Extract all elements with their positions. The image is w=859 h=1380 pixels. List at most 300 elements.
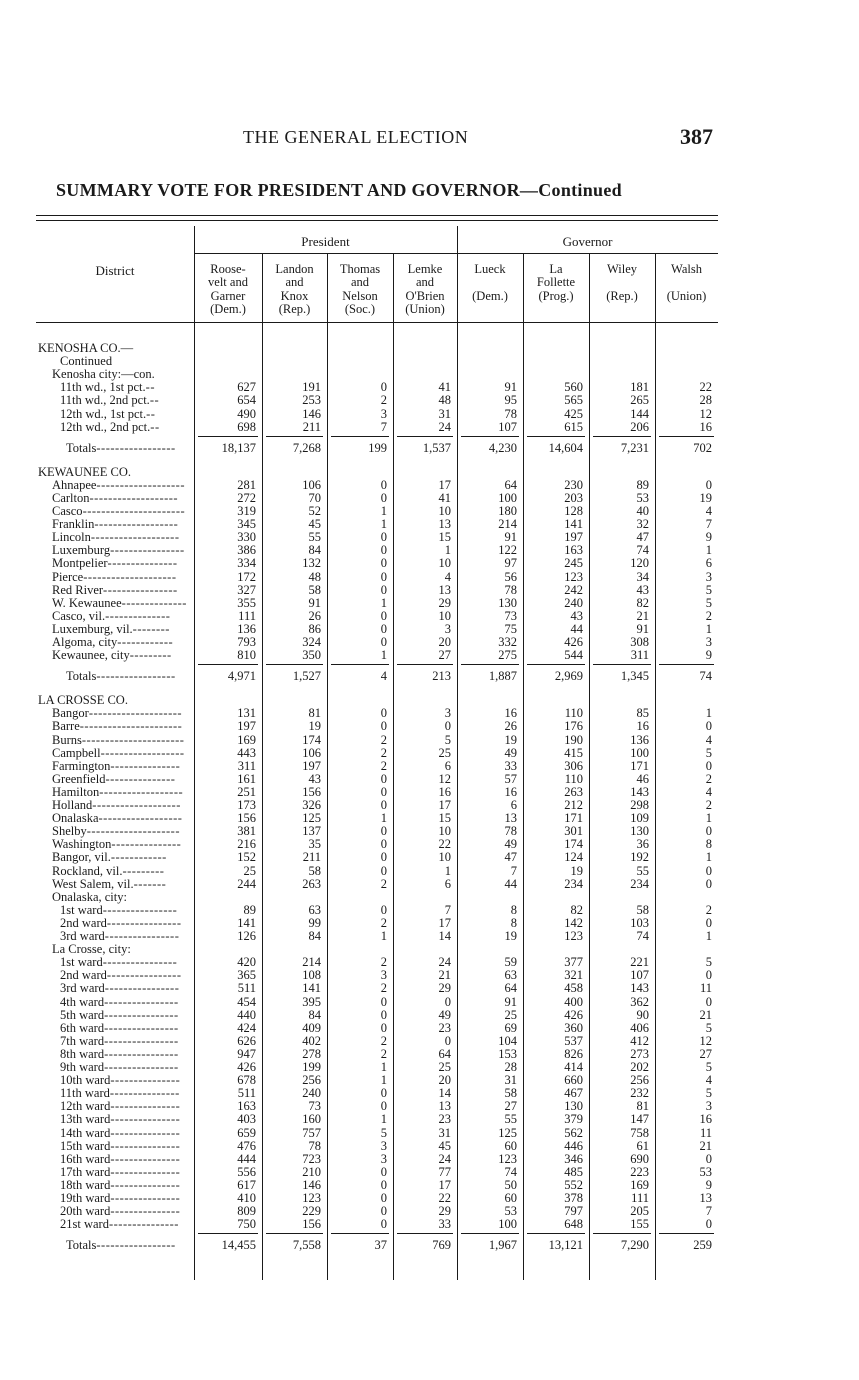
vote-cell: 16 <box>699 419 712 434</box>
vote-cell: 29 <box>438 1204 451 1219</box>
vote-cell: 132 <box>302 556 321 571</box>
vote-cell: 5 <box>444 732 451 747</box>
vote-cell: 6 <box>444 876 451 891</box>
vote-cell: 0 <box>380 530 387 545</box>
vote-cell: 9 <box>705 648 712 663</box>
district-label: KENOSHA CO.— <box>38 341 134 355</box>
vote-cell: 263 <box>564 784 583 799</box>
vote-cell: 552 <box>564 1177 583 1192</box>
vote-cell: 111 <box>238 608 256 623</box>
vote-cell: 1 <box>705 929 712 943</box>
district-label: 15th ward--------------- <box>60 1138 181 1153</box>
district-label: 11th wd., 2nd pct.-- <box>60 393 160 408</box>
vote-cell: 0 <box>380 784 387 799</box>
district-label: 16th ward--------------- <box>60 1151 181 1166</box>
vote-cell: 21 <box>699 1138 712 1153</box>
vote-cell: 327 <box>237 582 256 597</box>
leader-dots: ---------------------- <box>82 504 186 518</box>
table-row <box>36 421 718 434</box>
vote-cell: 0 <box>380 719 387 734</box>
leader-dots: -- <box>145 380 155 395</box>
vote-cell: 73 <box>308 1099 321 1114</box>
vote-cell: 85 <box>636 706 649 721</box>
vote-cell: 444 <box>237 1151 256 1166</box>
leader-dots: ---------------- <box>103 582 178 597</box>
table-row <box>36 812 718 825</box>
vote-cell: 12 <box>438 771 451 786</box>
vote-cell: 91 <box>504 994 517 1009</box>
vote-cell: 172 <box>237 569 256 584</box>
district-label: Montpelier--------------- <box>52 556 178 571</box>
table-row <box>36 1113 718 1126</box>
vote-cell: 17 <box>438 915 451 930</box>
vote-cell: 123 <box>302 1191 321 1205</box>
vote-cell: 90 <box>636 1007 649 1022</box>
vote-cell: 402 <box>302 1033 321 1048</box>
district-label: Onalaska------------------ <box>52 811 183 826</box>
district-label: La Crosse, city: <box>52 942 131 957</box>
vote-cell: 47 <box>504 850 517 865</box>
vote-cell: 111 <box>631 1191 649 1205</box>
vote-cell: 3 <box>444 706 451 721</box>
vote-cell: 214 <box>498 517 517 532</box>
vote-cell: 128 <box>564 504 583 518</box>
vote-cell: 28 <box>504 1060 517 1074</box>
vote-cell: 2 <box>705 902 712 917</box>
table-row <box>36 1035 718 1048</box>
district-label: Luxemburg---------------- <box>52 543 185 558</box>
table-row <box>36 531 718 544</box>
vote-cell: 7,558 <box>292 1238 321 1253</box>
vote-cell: 26 <box>308 608 321 623</box>
vote-cell: 82 <box>636 595 649 610</box>
vote-cell: 1 <box>380 811 387 826</box>
vote-cell: 55 <box>504 1112 517 1127</box>
vote-cell: 0 <box>380 863 387 878</box>
vote-cell: 163 <box>564 543 583 558</box>
leader-dots: ---------------- <box>102 955 178 970</box>
table-row <box>36 930 718 943</box>
vote-cell: 259 <box>693 1238 712 1253</box>
vote-cell: 81 <box>308 706 321 721</box>
vote-cell: 326 <box>302 798 321 812</box>
district-label: Casco---------------------- <box>52 504 186 518</box>
leader-dots: --------------- <box>105 771 176 786</box>
vote-cell: 627 <box>237 380 256 395</box>
table-row <box>36 466 718 479</box>
leader-dots: ------------ <box>110 850 167 865</box>
district-label: 19th ward--------------- <box>60 1191 181 1205</box>
district-label: 12th wd., 1st pct.-- <box>60 406 156 421</box>
vote-cell: 7 <box>705 1204 712 1219</box>
table-row <box>36 557 718 570</box>
district-label: W. Kewaunee-------------- <box>52 595 187 610</box>
vote-cell: 78 <box>308 1138 321 1153</box>
vote-cell: 3 <box>444 621 451 636</box>
vote-cell: 565 <box>564 393 583 408</box>
vote-cell: 206 <box>630 419 649 434</box>
district-label: Bangor-------------------- <box>52 706 183 721</box>
vote-cell: 8 <box>510 915 517 930</box>
table-row <box>36 707 718 720</box>
leader-dots: --------------- <box>110 1099 181 1114</box>
vote-cell: 91 <box>504 530 517 545</box>
district-label: 2nd ward---------------- <box>60 968 182 983</box>
vote-cell: 26 <box>504 719 517 734</box>
vote-cell: 4 <box>705 1073 712 1088</box>
vote-cell: 0 <box>380 1204 387 1219</box>
vote-cell: 141 <box>564 517 583 532</box>
district-label: 17th ward--------------- <box>60 1164 181 1179</box>
vote-cell: 0 <box>380 621 387 636</box>
vote-cell: 7,268 <box>292 440 321 455</box>
totals-rule <box>461 1233 519 1234</box>
leader-dots: --------------- <box>110 1204 181 1219</box>
totals-rule <box>527 436 585 437</box>
district-label: 3rd ward---------------- <box>60 929 180 943</box>
table-row <box>36 799 718 812</box>
vote-cell: 13 <box>438 1099 451 1114</box>
vote-cell: 155 <box>630 1217 649 1232</box>
totals-rule <box>659 436 714 437</box>
district-label: Red River---------------- <box>52 582 178 597</box>
vote-cell: 61 <box>636 1138 649 1153</box>
vote-cell: 467 <box>564 1086 583 1101</box>
vote-cell: 0 <box>380 582 387 597</box>
vote-cell: 171 <box>630 758 649 773</box>
vote-cell: 2 <box>380 981 387 996</box>
totals-rule <box>659 664 714 665</box>
vote-cell: 3 <box>380 406 387 421</box>
vote-cell: 5 <box>705 955 712 970</box>
vote-cell: 324 <box>302 635 321 649</box>
vote-cell: 56 <box>504 569 517 584</box>
vote-cell: 13 <box>438 582 451 597</box>
district-label: Continued <box>60 354 113 369</box>
totals-rule <box>593 1233 651 1234</box>
vote-cell: 810 <box>237 648 256 663</box>
vote-cell: 0 <box>380 1177 387 1192</box>
leader-dots: ---------------- <box>104 1020 179 1035</box>
group-header-governor: Governor <box>562 234 613 249</box>
vote-cell: 36 <box>636 837 649 852</box>
table-row <box>36 773 718 786</box>
vote-cell: 142 <box>564 915 583 930</box>
leader-dots: ------------------- <box>90 530 180 545</box>
vote-cell: 2 <box>705 798 712 812</box>
vote-cell: 0 <box>705 915 712 930</box>
vote-cell: 425 <box>564 406 583 421</box>
district-label: Rockland, vil.--------- <box>52 863 165 878</box>
district-label: 12th wd., 2nd pct.-- <box>60 419 160 434</box>
vote-cell: 25 <box>438 745 451 760</box>
leader-dots: ---------------- <box>110 543 185 558</box>
column-header: Wiley (Rep.) <box>606 262 638 303</box>
table-row <box>36 1205 718 1218</box>
vote-cell: 211 <box>302 850 321 865</box>
vote-cell: 2 <box>380 1046 387 1061</box>
vote-cell: 1 <box>380 1112 387 1127</box>
vote-cell: 4 <box>705 504 712 518</box>
table-row <box>36 649 718 662</box>
vote-cell: 21 <box>636 608 649 623</box>
vote-cell: 16 <box>504 706 517 721</box>
vote-cell: 234 <box>630 876 649 891</box>
district-label: Totals----------------- <box>66 1238 176 1253</box>
vote-cell: 58 <box>308 863 321 878</box>
vote-cell: 141 <box>302 981 321 996</box>
table-row <box>36 368 718 381</box>
vote-cell: 216 <box>237 837 256 852</box>
leader-dots: ----------------- <box>96 440 176 455</box>
vote-cell: 153 <box>498 1046 517 1061</box>
vote-cell: 757 <box>302 1125 321 1140</box>
district-label: 18th ward--------------- <box>60 1177 181 1192</box>
leader-dots: ---------------- <box>104 1060 179 1074</box>
vote-cell: 278 <box>302 1046 321 1061</box>
leader-dots: ---------------- <box>104 1046 179 1061</box>
vote-cell: 197 <box>564 530 583 545</box>
vote-cell: 181 <box>630 380 649 395</box>
vote-cell: 319 <box>237 504 256 518</box>
table-row <box>36 838 718 851</box>
table-row <box>36 1100 718 1113</box>
vote-cell: 14 <box>438 929 451 943</box>
leader-dots: ---------------- <box>106 968 182 983</box>
vote-cell: 400 <box>564 994 583 1009</box>
vote-cell: 5 <box>705 1020 712 1035</box>
table-row <box>36 851 718 864</box>
vote-cell: 0 <box>444 1033 451 1048</box>
vote-cell: 659 <box>237 1125 256 1140</box>
table-row <box>36 1192 718 1205</box>
table-row <box>36 408 718 421</box>
vote-cell: 37 <box>374 1238 387 1253</box>
vote-cell: 27 <box>438 648 451 663</box>
table-row <box>36 1153 718 1166</box>
vote-cell: 59 <box>504 955 517 970</box>
vote-cell: 35 <box>308 837 321 852</box>
table-row <box>36 982 718 995</box>
vote-cell: 381 <box>237 824 256 839</box>
district-label: 1st ward---------------- <box>60 955 178 970</box>
vote-cell: 378 <box>564 1191 583 1205</box>
vote-cell: 169 <box>630 1177 649 1192</box>
district-label: Pierce-------------------- <box>52 569 177 584</box>
district-label: Totals----------------- <box>66 440 176 455</box>
vote-cell: 9 <box>705 1177 712 1192</box>
vote-cell: 57 <box>504 771 517 786</box>
district-label: Algoma, city------------ <box>52 635 174 649</box>
vote-cell: 19 <box>308 719 321 734</box>
vote-cell: 229 <box>302 1204 321 1219</box>
vote-cell: 234 <box>564 876 583 891</box>
vote-cell: 95 <box>504 393 517 408</box>
vote-cell: 63 <box>504 968 517 983</box>
vote-cell: 4 <box>444 569 451 584</box>
table-row <box>36 891 718 904</box>
vote-cell: 1,345 <box>620 669 649 684</box>
vote-cell: 43 <box>636 582 649 597</box>
vote-cell: 1 <box>380 1060 387 1074</box>
vote-cell: 197 <box>302 758 321 773</box>
vote-cell: 64 <box>504 981 517 996</box>
vote-cell: 9 <box>705 530 712 545</box>
vote-cell: 2 <box>380 732 387 747</box>
vote-cell: 16 <box>438 784 451 799</box>
vote-cell: 0 <box>380 771 387 786</box>
totals-rule <box>461 436 519 437</box>
leader-dots: --------------- <box>110 1138 181 1153</box>
vote-cell: 49 <box>504 837 517 852</box>
vote-cell: 0 <box>705 876 712 891</box>
district-label: Kewaunee, city--------- <box>52 648 172 663</box>
totals-rule <box>266 1233 323 1234</box>
vote-cell: 144 <box>630 406 649 421</box>
vote-cell: 78 <box>504 824 517 839</box>
leader-dots: ------------------- <box>89 490 179 505</box>
vote-cell: 60 <box>504 1138 517 1153</box>
vote-cell: 81 <box>636 1099 649 1114</box>
vote-cell: 197 <box>237 719 256 734</box>
vote-cell: 251 <box>237 784 256 799</box>
page-number: 387 <box>680 124 713 149</box>
vote-cell: 28 <box>699 393 712 408</box>
vote-cell: 272 <box>237 490 256 505</box>
vote-cell: 44 <box>570 621 583 636</box>
district-label: 3rd ward---------------- <box>60 981 180 996</box>
vote-cell: 130 <box>498 595 517 610</box>
district-label: Farmington--------------- <box>52 758 181 773</box>
leader-dots: -- <box>149 393 160 408</box>
vote-cell: 1 <box>705 543 712 558</box>
vote-cell: 64 <box>438 1046 451 1061</box>
district-label: 9th ward---------------- <box>60 1060 179 1074</box>
table-row <box>36 1074 718 1087</box>
district-label: Shelby-------------------- <box>52 824 180 839</box>
vote-cell: 2 <box>380 758 387 773</box>
vote-cell: 130 <box>630 824 649 839</box>
vote-cell: 537 <box>564 1033 583 1048</box>
vote-cell: 27 <box>504 1099 517 1114</box>
totals-rule <box>331 664 389 665</box>
totals-rule <box>461 664 519 665</box>
table-row <box>36 636 718 649</box>
vote-cell: 321 <box>564 968 583 983</box>
vote-cell: 0 <box>380 608 387 623</box>
vote-cell: 191 <box>302 380 321 395</box>
vote-cell: 544 <box>564 648 583 663</box>
table-row <box>36 1140 718 1153</box>
vote-cell: 122 <box>498 543 517 558</box>
table-row <box>36 786 718 799</box>
vote-cell: 5 <box>380 1125 387 1140</box>
leader-dots: ---------------------- <box>81 732 185 747</box>
district-label: KEWAUNEE CO. <box>38 464 132 479</box>
vote-cell: 47 <box>636 530 649 545</box>
vote-cell: 58 <box>504 1086 517 1101</box>
vote-cell: 55 <box>308 530 321 545</box>
district-label: Holland------------------- <box>52 798 181 812</box>
vote-cell: 306 <box>564 758 583 773</box>
district-label: 6th ward---------------- <box>60 1020 179 1035</box>
vote-cell: 0 <box>380 850 387 865</box>
vote-cell: 58 <box>636 902 649 917</box>
running-head: THE GENERAL ELECTION <box>243 127 469 147</box>
table-row <box>36 734 718 747</box>
totals-rule <box>266 664 323 665</box>
vote-cell: 23 <box>438 1112 451 1127</box>
table-row <box>36 518 718 531</box>
vote-cell: 750 <box>237 1217 256 1232</box>
vote-cell: 240 <box>302 1086 321 1101</box>
vote-cell: 793 <box>237 635 256 649</box>
leader-dots: ----------------- <box>96 1238 176 1253</box>
table-row <box>36 878 718 891</box>
leader-dots: ------------------ <box>98 811 183 826</box>
vote-cell: 137 <box>302 824 321 839</box>
vote-cell: 485 <box>564 1164 583 1179</box>
vote-cell: 40 <box>636 504 649 518</box>
vote-cell: 214 <box>302 955 321 970</box>
totals-rule <box>198 1233 258 1234</box>
vote-cell: 273 <box>630 1046 649 1061</box>
vote-cell: 420 <box>237 955 256 970</box>
table-row <box>36 1166 718 1179</box>
vote-cell: 0 <box>380 380 387 395</box>
vote-cell: 409 <box>302 1020 321 1035</box>
vote-cell: 332 <box>498 635 517 649</box>
vote-cell: 156 <box>237 811 256 826</box>
vote-cell: 14,604 <box>548 440 583 455</box>
vote-cell: 20 <box>438 635 451 649</box>
vote-cell: 0 <box>380 1007 387 1022</box>
table-row <box>36 969 718 982</box>
column-header: Thomas and Nelson (Soc.) <box>339 262 381 317</box>
vote-cell: 29 <box>438 595 451 610</box>
table-row <box>36 1009 718 1022</box>
vote-cell: 809 <box>237 1204 256 1219</box>
vote-cell: 49 <box>438 1007 451 1022</box>
district-label: Onalaska, city: <box>52 889 127 904</box>
vote-cell: 22 <box>438 837 451 852</box>
vote-cell: 758 <box>630 1125 649 1140</box>
leader-dots: --------------- <box>110 1177 181 1192</box>
vote-cell: 147 <box>630 1112 649 1127</box>
vote-cell: 797 <box>564 1204 583 1219</box>
vote-cell: 77 <box>438 1164 451 1179</box>
vote-cell: 7 <box>380 419 387 434</box>
district-label: 11th wd., 1st pct.-- <box>60 380 155 395</box>
district-label: 5th ward---------------- <box>60 1007 179 1022</box>
vote-cell: 211 <box>302 419 321 434</box>
vote-cell: 126 <box>237 929 256 943</box>
vote-cell: 27 <box>699 1046 712 1061</box>
vote-cell: 0 <box>380 824 387 839</box>
vote-cell: 0 <box>444 994 451 1009</box>
leader-dots: ----------------- <box>96 669 176 684</box>
table-title: SUMMARY VOTE FOR PRESIDENT AND GOVERNOR—Continued <box>56 180 622 200</box>
vote-cell: 232 <box>630 1086 649 1101</box>
vote-cell: 0 <box>380 1191 387 1205</box>
vote-cell: 169 <box>237 732 256 747</box>
district-label: Kenosha city:—con. <box>52 367 155 382</box>
vote-cell: 511 <box>237 981 256 996</box>
vote-cell: 41 <box>438 490 451 505</box>
vote-cell: 24 <box>438 419 451 434</box>
vote-cell: 0 <box>380 994 387 1009</box>
vote-cell: 947 <box>237 1046 256 1061</box>
